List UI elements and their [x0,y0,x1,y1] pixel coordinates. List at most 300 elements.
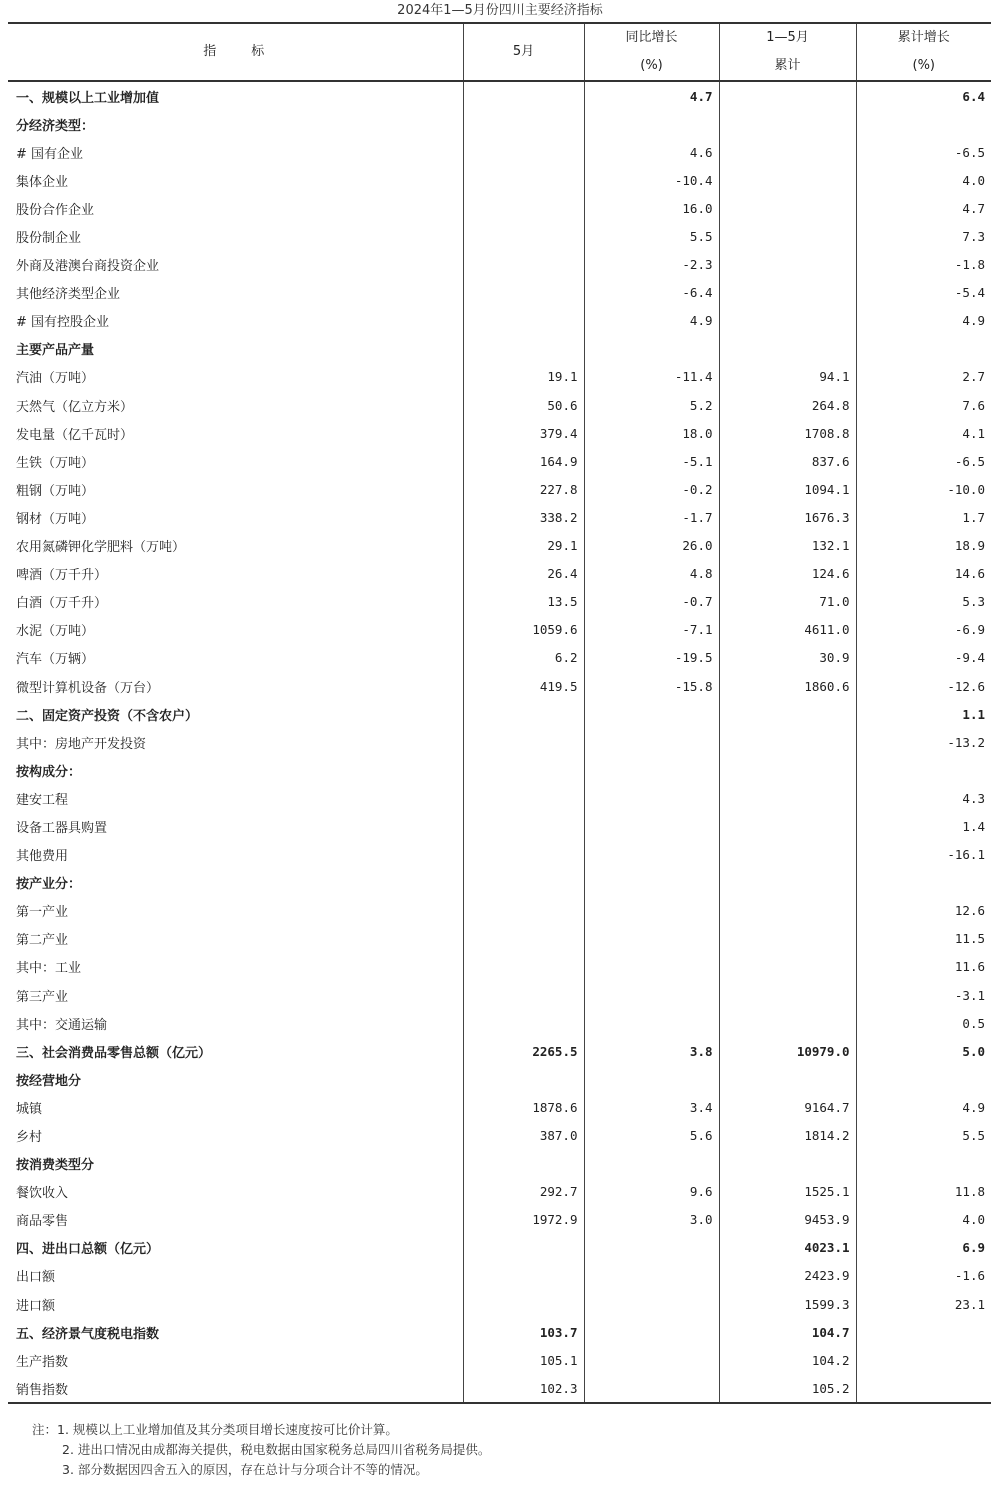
row-month-value [463,1262,584,1290]
row-yoy-value [584,841,719,869]
row-month-value [463,869,584,897]
row-yoy-value: -0.7 [584,588,719,616]
row-yoy-value [584,335,719,363]
footnotes [32,1420,972,1480]
row-month-value [463,1009,584,1037]
row-cumulative-value: 94.1 [719,363,856,391]
row-month-value [463,784,584,812]
row-month-value [463,841,584,869]
row-cumulative-growth-value [856,1150,991,1178]
row-yoy-value [584,728,719,756]
row-month-value: 102.3 [463,1374,584,1403]
row-cumulative-growth-value [856,335,991,363]
row-cumulative-growth-value: 7.6 [856,391,991,419]
row-yoy-value [584,1262,719,1290]
row-cumulative-value [719,1150,856,1178]
row-cumulative-growth-value: -6.5 [856,138,991,166]
row-label: 水泥（万吨） [16,624,95,640]
row-cumulative-growth-value [856,869,991,897]
row-cumulative-value: 30.9 [719,644,856,672]
row-yoy-value: 3.0 [584,1206,719,1234]
row-yoy-value [584,784,719,812]
row-yoy-value: 16.0 [584,194,719,222]
table-row [8,503,991,531]
row-cumulative-growth-value [856,756,991,784]
row-cumulative-growth-value: -13.2 [856,728,991,756]
row-cumulative-value: 10979.0 [719,1037,856,1065]
table-row [8,251,991,279]
row-label: 第一产业 [16,905,69,921]
header-cumulative-growth [856,23,991,81]
row-yoy-value [584,869,719,897]
row-yoy-value: 4.9 [584,307,719,335]
row-month-value [463,812,584,840]
table-row [8,194,991,222]
header-cum-growth-line1: 累计增长 [897,30,950,45]
row-cumulative-value [719,784,856,812]
row-cumulative-growth-value: -1.6 [856,1262,991,1290]
row-cumulative-value [719,251,856,279]
row-month-value [463,728,584,756]
row-month-value: 103.7 [463,1318,584,1346]
table-row [8,1093,991,1121]
footnote-1: 注：1. 规模以上工业增加值及其分类项目增长速度按可比价计算。 [32,1422,398,1437]
row-month-value: 227.8 [463,475,584,503]
row-yoy-value [584,1290,719,1318]
row-cumulative-value [719,307,856,335]
row-yoy-value: 5.2 [584,391,719,419]
header-cum-line2: 累计 [774,58,801,73]
table-row [8,897,991,925]
row-label: 进口额 [16,1298,56,1314]
row-label: 其他费用 [16,849,69,865]
table-row [8,869,991,897]
row-label: 按经营地分 [16,1073,82,1089]
header-cumulative [719,23,856,81]
row-month-value [463,194,584,222]
row-cumulative-value [719,166,856,194]
row-cumulative-value [719,138,856,166]
row-cumulative-value [719,728,856,756]
table-row [8,1234,991,1262]
row-label: 天然气（亿立方米） [16,399,134,415]
row-cumulative-value: 4023.1 [719,1234,856,1262]
row-label: 其中：房地产开发投资 [16,736,147,752]
table-row [8,1121,991,1149]
row-yoy-value [584,953,719,981]
header-yoy [584,23,719,81]
row-yoy-value: 4.6 [584,138,719,166]
row-cumulative-value [719,869,856,897]
row-label: 外商及港澳台商投资企业 [16,259,160,275]
row-label: 按构成分： [16,764,82,780]
table-row [8,1037,991,1065]
row-month-value [463,307,584,335]
row-cumulative-growth-value: 11.8 [856,1178,991,1206]
row-yoy-value [584,1346,719,1374]
row-cumulative-growth-value [856,1318,991,1346]
row-cumulative-growth-value: -5.4 [856,279,991,307]
row-month-value: 13.5 [463,588,584,616]
row-yoy-value: -15.8 [584,672,719,700]
row-label: 餐饮收入 [16,1186,69,1202]
row-label: 集体企业 [16,174,69,190]
header-cum-line1: 1—5月 [766,30,809,45]
row-yoy-value: 3.4 [584,1093,719,1121]
row-month-value [463,981,584,1009]
table-row [8,475,991,503]
table-row [8,307,991,335]
row-cumulative-value: 1094.1 [719,475,856,503]
row-cumulative-value [719,222,856,250]
row-month-value [463,1290,584,1318]
row-label: 乡村 [16,1130,43,1146]
row-yoy-value [584,756,719,784]
row-yoy-value: 4.7 [584,81,719,110]
row-label: 汽油（万吨） [16,371,95,387]
row-month-value [463,1065,584,1093]
table-row [8,1009,991,1037]
row-label: 第二产业 [16,933,69,949]
table-row [8,1318,991,1346]
row-label: 其中：交通运输 [16,1017,108,1033]
row-month-value: 1878.6 [463,1093,584,1121]
row-label: 按产业分： [16,877,82,893]
row-cumulative-growth-value: 1.1 [856,700,991,728]
table-row [8,784,991,812]
table-row [8,1290,991,1318]
row-label: # 国有企业 [16,146,84,162]
row-cumulative-value [719,981,856,1009]
row-label: 其中：工业 [16,961,82,977]
row-month-value [463,1234,584,1262]
row-yoy-value: -19.5 [584,644,719,672]
table-row [8,700,991,728]
header-indicator-label: 指 标 [203,44,268,59]
row-label: 钢材（万吨） [16,511,95,527]
row-cumulative-growth-value: -16.1 [856,841,991,869]
table-row [8,841,991,869]
row-cumulative-value: 1676.3 [719,503,856,531]
table-row [8,1206,991,1234]
row-cumulative-value: 9164.7 [719,1093,856,1121]
row-yoy-value [584,110,719,138]
row-month-value: 419.5 [463,672,584,700]
header-indicator [8,23,463,81]
row-month-value: 29.1 [463,532,584,560]
row-cumulative-growth-value: 11.6 [856,953,991,981]
row-month-value [463,166,584,194]
row-label: 生产指数 [16,1354,69,1370]
row-yoy-value: -5.1 [584,447,719,475]
table-header-row [8,23,991,81]
row-cumulative-value: 2423.9 [719,1262,856,1290]
row-cumulative-growth-value [856,110,991,138]
row-cumulative-growth-value: 14.6 [856,560,991,588]
row-cumulative-growth-value: 4.9 [856,307,991,335]
row-label: 二、固定资产投资（不含农户） [16,708,199,724]
row-yoy-value: 26.0 [584,532,719,560]
row-yoy-value: -11.4 [584,363,719,391]
row-yoy-value: 5.6 [584,1121,719,1149]
row-cumulative-growth-value: 6.4 [856,81,991,110]
row-cumulative-value [719,110,856,138]
row-label: 五、经济景气度税电指数 [16,1326,160,1342]
row-cumulative-value: 1599.3 [719,1290,856,1318]
row-month-value [463,700,584,728]
row-cumulative-value [719,841,856,869]
row-month-value: 338.2 [463,503,584,531]
row-cumulative-growth-value: 5.0 [856,1037,991,1065]
row-label: 设备工器具购置 [16,820,108,836]
row-cumulative-growth-value [856,1374,991,1403]
row-yoy-value: -10.4 [584,166,719,194]
row-month-value: 50.6 [463,391,584,419]
row-month-value [463,335,584,363]
table-row [8,419,991,447]
row-cumulative-value [719,897,856,925]
row-cumulative-growth-value [856,1346,991,1374]
row-label: 出口额 [16,1270,56,1286]
row-yoy-value [584,897,719,925]
table-row [8,335,991,363]
row-month-value: 164.9 [463,447,584,475]
row-month-value [463,251,584,279]
row-cumulative-growth-value: 7.3 [856,222,991,250]
row-label: 白酒（万千升） [16,596,108,612]
row-cumulative-growth-value: -3.1 [856,981,991,1009]
row-yoy-value [584,925,719,953]
footnote-3: 3. 部分数据因四舍五入的原因，存在总计与分项合计不等的情况。 [62,1462,428,1477]
header-cum-growth-line2: (%) [912,58,935,73]
table-row [8,756,991,784]
header-month-label: 5月 [512,44,535,59]
table-row [8,447,991,475]
table-row [8,110,991,138]
row-cumulative-value: 104.2 [719,1346,856,1374]
row-cumulative-growth-value: -12.6 [856,672,991,700]
row-cumulative-value [719,756,856,784]
row-cumulative-value: 124.6 [719,560,856,588]
table-row [8,1262,991,1290]
header-month [463,23,584,81]
row-label: 第三产业 [16,989,69,1005]
row-cumulative-value: 4611.0 [719,616,856,644]
row-yoy-value: 5.5 [584,222,719,250]
table-row [8,560,991,588]
row-label: 股份合作企业 [16,202,95,218]
row-yoy-value: 18.0 [584,419,719,447]
row-cumulative-value: 264.8 [719,391,856,419]
row-cumulative-growth-value: 4.1 [856,419,991,447]
row-month-value [463,138,584,166]
row-label: 销售指数 [8,1374,463,1403]
row-cumulative-value: 1708.8 [719,419,856,447]
row-label: 三、社会消费品零售总额（亿元） [16,1045,212,1061]
row-month-value: 2265.5 [463,1037,584,1065]
row-label: 主要产品产量 [16,343,95,359]
row-cumulative-value: 105.2 [719,1374,856,1403]
table-row [8,1178,991,1206]
row-month-value [463,110,584,138]
row-label: 微型计算机设备（万台） [16,680,160,696]
table-row [8,588,991,616]
row-yoy-value [584,812,719,840]
row-label: 股份制企业 [16,231,82,247]
row-yoy-value: -7.1 [584,616,719,644]
row-cumulative-value [719,279,856,307]
row-yoy-value: 4.8 [584,560,719,588]
header-yoy-line2: (%) [640,58,663,73]
table-row [8,1065,991,1093]
table-row [8,644,991,672]
row-yoy-value: -6.4 [584,279,719,307]
row-label: 建安工程 [16,792,69,808]
page-title: 2024年1—5月份四川主要经济指标 [397,3,603,18]
row-cumulative-value: 837.6 [719,447,856,475]
row-label: 四、进出口总额（亿元） [16,1242,160,1258]
row-month-value [463,81,584,110]
row-month-value [463,925,584,953]
row-month-value [463,953,584,981]
row-cumulative-growth-value: 4.9 [856,1093,991,1121]
row-month-value [463,756,584,784]
row-cumulative-value: 71.0 [719,588,856,616]
footnote-2: 2. 进出口情况由成都海关提供，税电数据由国家税务总局四川省税务局提供。 [62,1442,491,1457]
row-yoy-value [584,1318,719,1346]
row-label: # 国有控股企业 [16,315,110,331]
row-cumulative-growth-value [856,1065,991,1093]
row-yoy-value [584,981,719,1009]
row-cumulative-value: 104.7 [719,1318,856,1346]
table-row [8,728,991,756]
row-cumulative-growth-value: 5.5 [856,1121,991,1149]
row-cumulative-growth-value: 5.3 [856,588,991,616]
row-month-value [463,1150,584,1178]
row-yoy-value [584,1150,719,1178]
table-row [8,363,991,391]
row-yoy-value: -0.2 [584,475,719,503]
row-cumulative-growth-value: -10.0 [856,475,991,503]
row-month-value: 1972.9 [463,1206,584,1234]
row-cumulative-growth-value: 18.9 [856,532,991,560]
row-cumulative-growth-value: -6.9 [856,616,991,644]
row-cumulative-growth-value: 2.7 [856,363,991,391]
row-month-value [463,222,584,250]
row-yoy-value [584,1374,719,1403]
table-body [8,81,991,1403]
row-cumulative-value [719,700,856,728]
row-cumulative-value [719,1065,856,1093]
row-month-value: 26.4 [463,560,584,588]
row-cumulative-value [719,81,856,110]
row-yoy-value [584,1065,719,1093]
row-cumulative-growth-value: 23.1 [856,1290,991,1318]
row-cumulative-value: 1814.2 [719,1121,856,1149]
row-cumulative-growth-value: 4.0 [856,1206,991,1234]
row-cumulative-value [719,1009,856,1037]
row-month-value: 292.7 [463,1178,584,1206]
row-yoy-value: 3.8 [584,1037,719,1065]
row-cumulative-value: 1525.1 [719,1178,856,1206]
row-cumulative-value: 1860.6 [719,672,856,700]
row-cumulative-growth-value: -1.8 [856,251,991,279]
table-row [8,81,991,110]
row-label: 粗钢（万吨） [16,483,95,499]
row-cumulative-value [719,335,856,363]
row-label: 分经济类型： [16,118,95,134]
row-label: 一、规模以上工业增加值 [16,90,160,106]
row-label: 按消费类型分 [16,1158,95,1174]
table-row [8,981,991,1009]
row-label: 其他经济类型企业 [16,287,121,303]
row-label: 汽车（万辆） [16,652,95,668]
table-row [8,616,991,644]
row-cumulative-value [719,925,856,953]
row-month-value: 105.1 [463,1346,584,1374]
table-row [8,391,991,419]
row-month-value [463,897,584,925]
table-row [8,1150,991,1178]
row-yoy-value [584,1234,719,1262]
row-label: 城镇 [16,1101,43,1117]
row-cumulative-growth-value: 4.7 [856,194,991,222]
row-cumulative-value: 132.1 [719,532,856,560]
row-month-value: 379.4 [463,419,584,447]
row-label: 农用氮磷钾化学肥料（万吨） [16,540,186,556]
row-month-value: 387.0 [463,1121,584,1149]
row-cumulative-value [719,812,856,840]
row-cumulative-growth-value: -9.4 [856,644,991,672]
table-row [8,953,991,981]
row-yoy-value [584,700,719,728]
table-row [8,532,991,560]
row-cumulative-growth-value: 6.9 [856,1234,991,1262]
row-cumulative-value [719,953,856,981]
table-row [8,672,991,700]
row-label: 啤酒（万千升） [16,568,108,584]
table-row [8,925,991,953]
row-label: 商品零售 [16,1214,69,1230]
row-cumulative-value [719,194,856,222]
row-cumulative-growth-value: 12.6 [856,897,991,925]
row-yoy-value: -2.3 [584,251,719,279]
row-cumulative-value: 9453.9 [719,1206,856,1234]
row-cumulative-growth-value: -6.5 [856,447,991,475]
row-cumulative-growth-value: 11.5 [856,925,991,953]
row-month-value: 19.1 [463,363,584,391]
table-row [8,222,991,250]
row-yoy-value [584,1009,719,1037]
row-cumulative-growth-value: 1.4 [856,812,991,840]
row-month-value: 1059.6 [463,616,584,644]
row-cumulative-growth-value: 4.3 [856,784,991,812]
table-row [8,138,991,166]
table-row [8,1374,991,1403]
table-row [8,812,991,840]
row-cumulative-growth-value: 0.5 [856,1009,991,1037]
row-cumulative-growth-value: 1.7 [856,503,991,531]
row-yoy-value: 9.6 [584,1178,719,1206]
table-row [8,1346,991,1374]
row-yoy-value: -1.7 [584,503,719,531]
table-row [8,166,991,194]
row-month-value [463,279,584,307]
row-label: 生铁（万吨） [16,455,95,471]
indicators-table [8,22,991,1404]
row-month-value: 6.2 [463,644,584,672]
row-label: 发电量（亿千瓦时） [16,427,134,443]
